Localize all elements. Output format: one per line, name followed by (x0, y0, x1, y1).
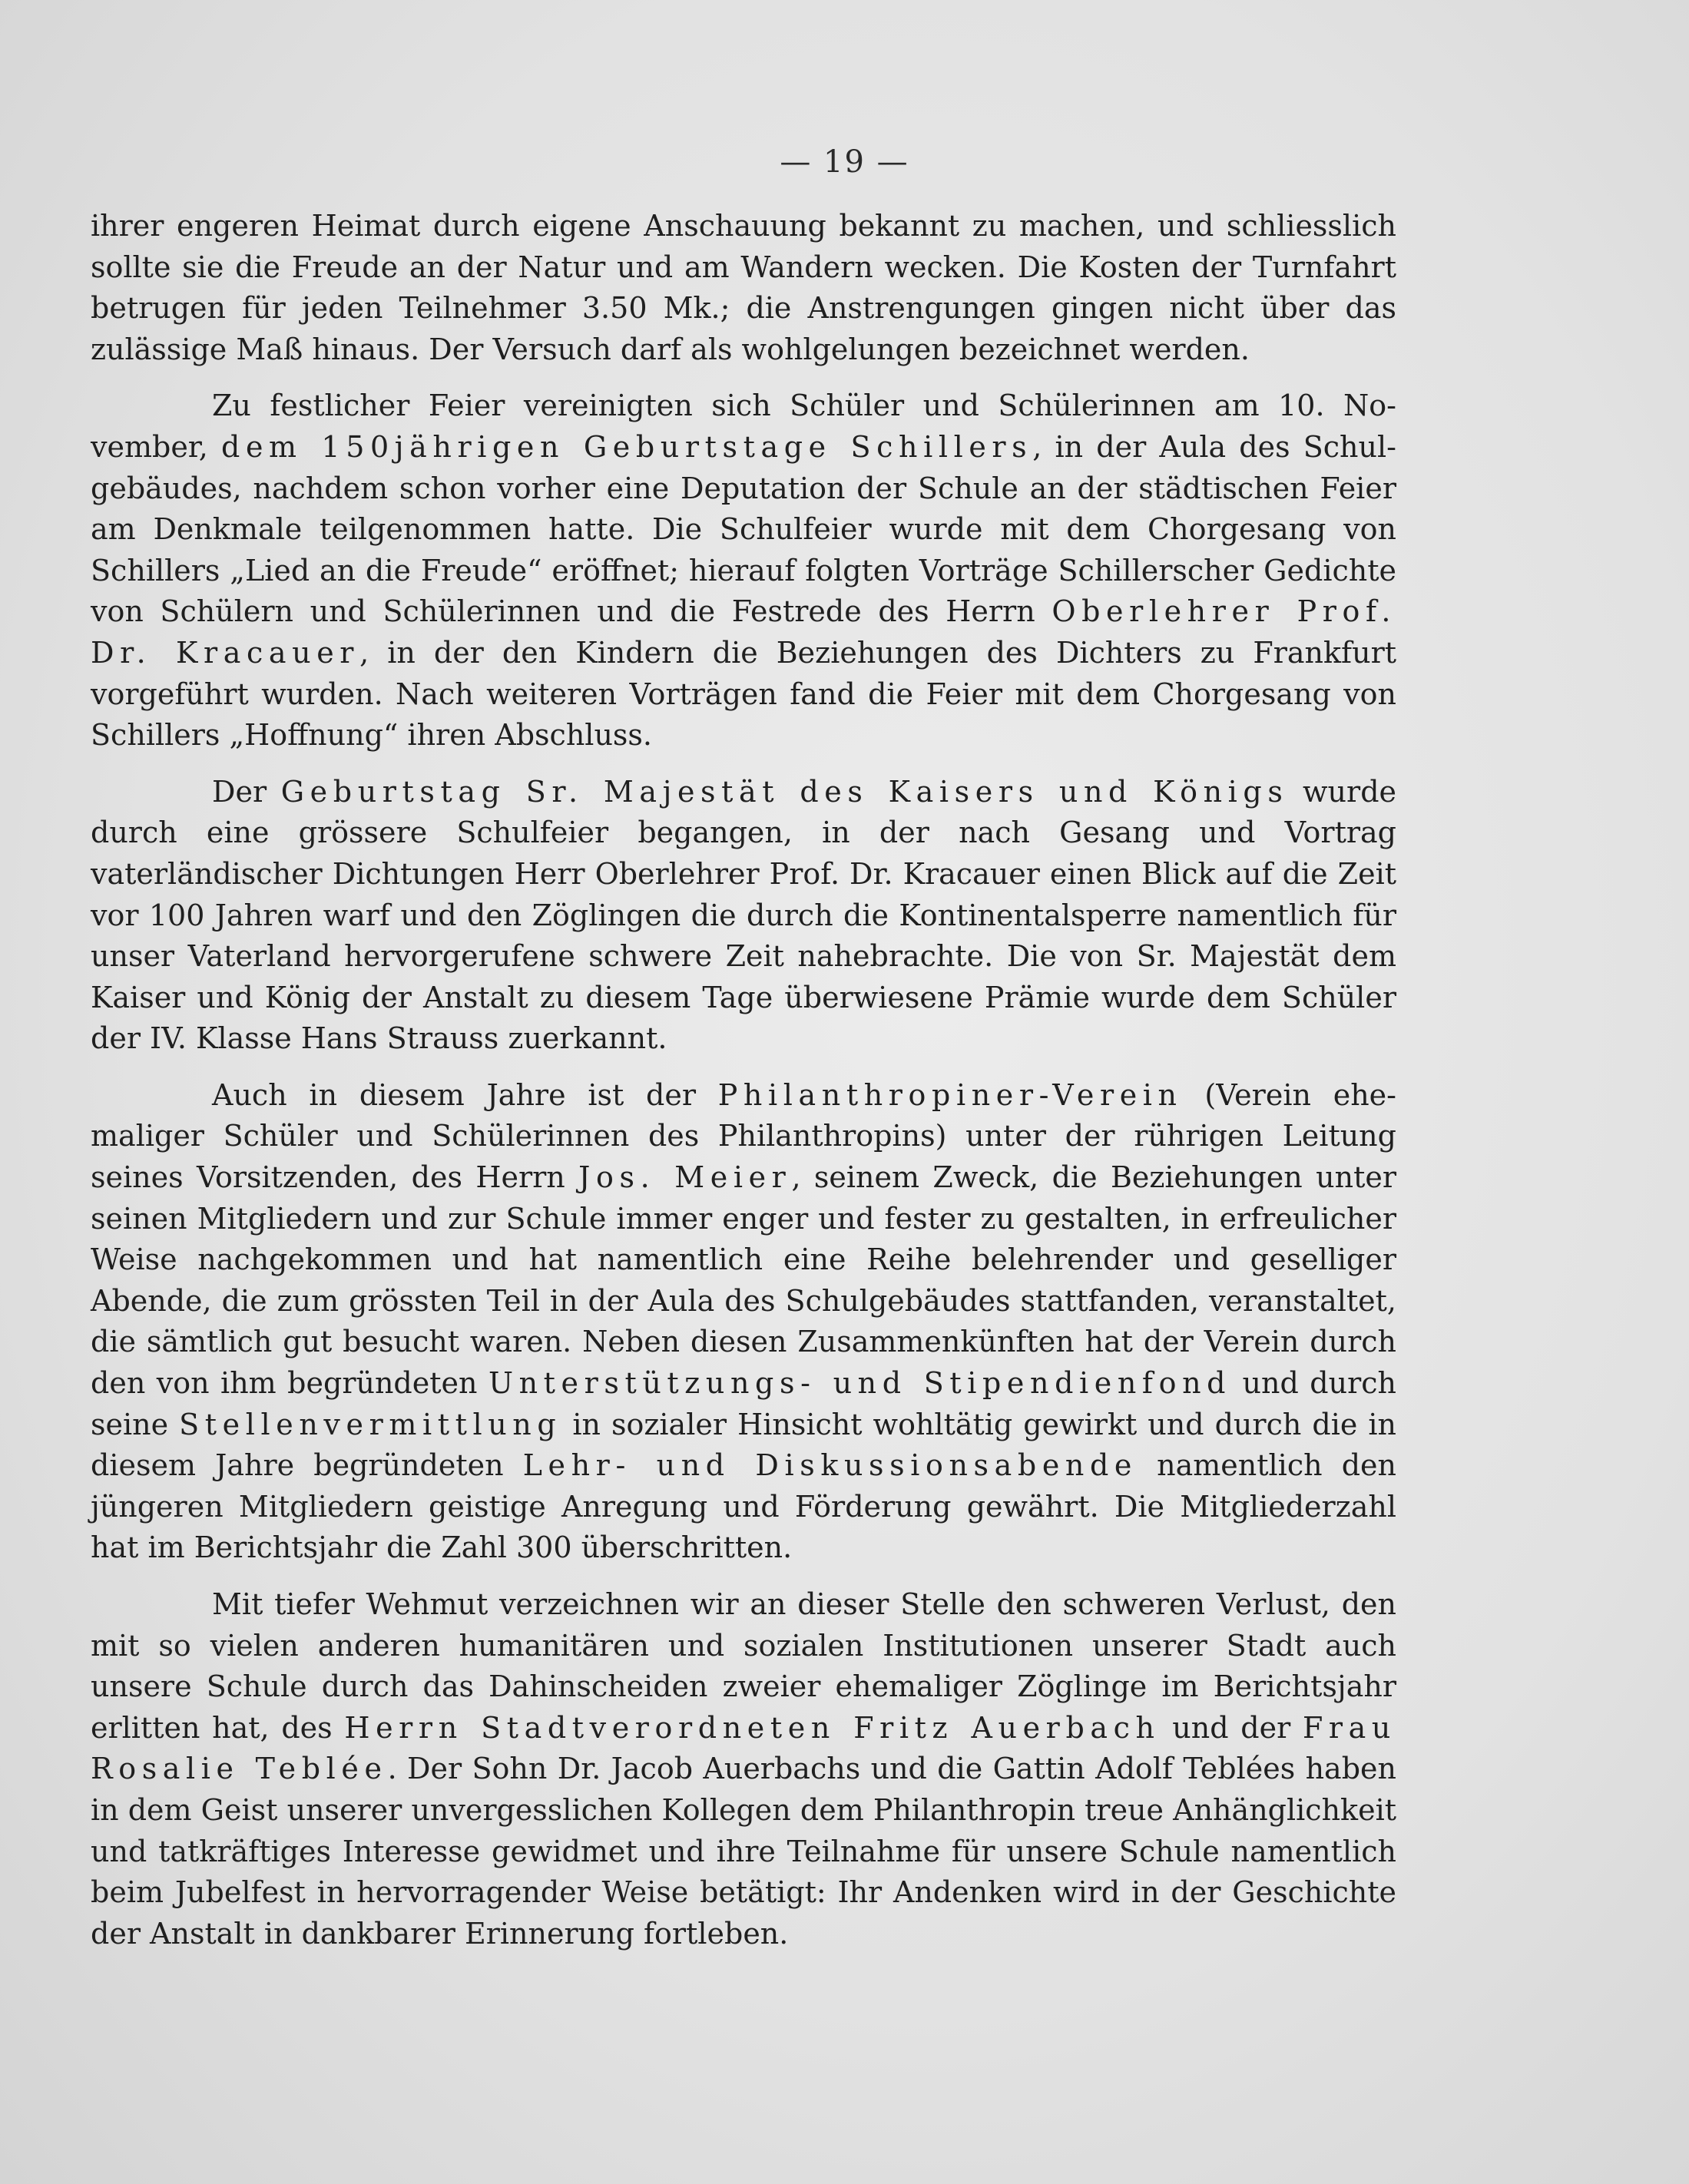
paragraph-3 (91, 772, 1396, 1060)
emphasized-text: Unterstützungs- und Stipendienfond (488, 1366, 1232, 1401)
paragraph-5 (91, 1584, 1396, 1954)
paragraph-2 (91, 386, 1396, 756)
emphasized-text: Geburtstag Sr. Majestät des Kaisers und Königs (280, 774, 1289, 809)
emphasized-text: Frau Rosalie Teblée (91, 1710, 1396, 1786)
text-segment: (Verein ehemaliger Schüler und Schülerinnen des Philanthropins) unter der rührigen Leitung seines Vorsitzenden, des Herrn (91, 1077, 1396, 1195)
text-segment: namentlich den jüngeren Mitgliedern geistige Anregung und Förderung gewährt. Die Mitgliederzahl hat im Berichtsjahr die Zahl 300 überschritten. (91, 1448, 1396, 1565)
text-segment: Auch in diesem Jahre ist der (212, 1077, 718, 1112)
text-segment: , seinem Zweck, die Beziehungen unter seinen Mitgliedern und zur Schule immer enger und fester zu gestalten, in erfreulicher Weise nachgekommen und hat namentlich eine Reihe belehrender und geselliger Abende, die zum grössten Teil in der Aula des Schulgebäudes stattfanden, veranstaltet, die sämtlich gut besucht waren. Neben diesen Zusammenkünften hat der Verein durch den von ihm begründeten (91, 1160, 1396, 1401)
text-segment: . Der Sohn Dr. Jacob Auerbachs und die Gattin Adolf Teblées haben in dem Geist unserer unvergesslichen Kollegen dem Philanthropin treue Anhänglichkeit und tatkräftiges Interesse gewidmet und ihre Teilnahme für unsere Schule namentlich beim Jubelfest in hervorragender Weise betätigt: Ihr Andenken wird in der Geschichte der Anstalt in dankbarer Erinnerung fortleben. (91, 1752, 1396, 1951)
text-segment: in sozialer Hinsicht wohltätig gewirkt und durch die in diesem Jahre begründeten (91, 1407, 1397, 1483)
text-segment: , in der den Kindern die Beziehungen des Dichters zu Frankfurt vorgeführt wurden. Nach weiteren Vorträgen fand die Feier mit dem Chorgesang von Schillers „Hoffnung“ ihren Abschluss. (91, 635, 1396, 753)
emphasized-text: Stellenvermittlung (179, 1407, 562, 1441)
text-segment: ihrer engeren Heimat durch eigene Anschauung bekannt zu machen, und schliesslich sollte sie die Freude an der Natur und am Wandern wecken. Die Kosten der Turnfahrt betrugen für jeden Teilnehmer 3.50 Mk.; die Anstrengungen gingen nicht über das zulässige Maß hinaus. Der Versuch darf als wohlgelungen bezeichnet werden. (91, 209, 1396, 366)
emphasized-text: Jos. Meier (578, 1160, 792, 1195)
text-segment: Zu festlicher Feier vereinigten sich Schüler und Schülerinnen am 10. November, (91, 389, 1396, 464)
emphasized-text: Oberlehrer Prof. Dr. Kracauer (91, 594, 1396, 670)
emphasized-text: Lehr- und Diskussionsabende (522, 1448, 1138, 1483)
paragraph-1 (91, 206, 1396, 370)
paragraph-4 (91, 1075, 1396, 1569)
text-segment: Mit tiefer Wehmut verzeichnen wir an dieser Stelle den schweren Verlust, den mit so vielen anderen humanitären und sozialen Institutionen unserer Stadt auch unsere Schule durch das Dahinscheiden zweier ehemaliger Zöglinge im Berichtsjahr erlitten hat, des (91, 1587, 1396, 1745)
text-segment: Der (212, 774, 281, 809)
text-segment: und der (1160, 1710, 1303, 1745)
text-segment: und durch seine (91, 1366, 1396, 1441)
body-text (91, 206, 1396, 1954)
text-segment: , in der Aula des Schulgebäudes, nachdem schon vorher eine Deputation der Schule an der städtischen Feier am Denkmale teilgenommen hatte. Die Schulfeier wurde mit dem Chorgesang von Schillers „Lied an die Freude“ eröffnet; hierauf folgten Vorträge Schillerscher Gedichte von Schülern und Schülerinnen und die Festrede des Herrn (91, 429, 1396, 629)
page-number: — 19 — (780, 144, 909, 180)
emphasized-text: Philanthropiner-Verein (717, 1077, 1183, 1112)
emphasized-text: dem 150jährigen Geburtstage Schillers (221, 429, 1033, 464)
text-segment: wurde durch eine grössere Schulfeier begangen, in der nach Gesang und Vortrag vaterländischer Dichtungen Herr Oberlehrer Prof. Dr. Kracauer einen Blick auf die Zeit vor 100 Jahren warf und den Zöglingen die durch die Kontinentalsperre namentlich für unser Vaterland hervorgerufene schwere Zeit nahebrachte. Die von Sr. Majestät dem Kaiser und König der Anstalt zu diesem Tage überwiesene Prämie wurde dem Schüler der IV. Klasse Hans Strauss zuerkannt. (91, 774, 1397, 1056)
emphasized-text: Herrn Stadtverordneten Fritz Auerbach (344, 1710, 1161, 1745)
